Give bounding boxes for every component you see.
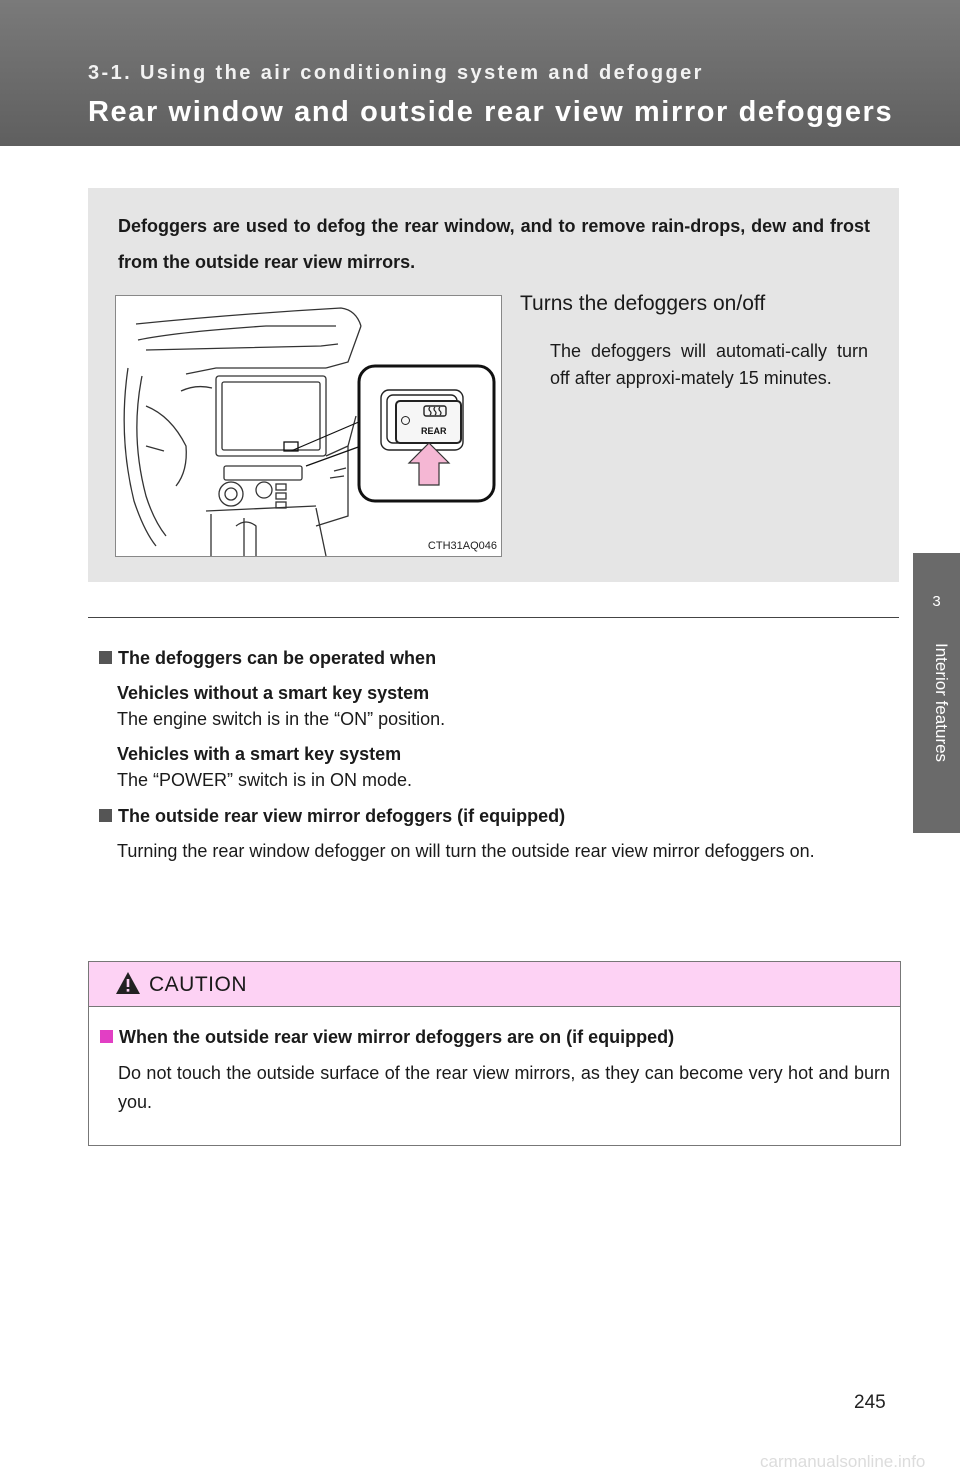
dashboard-figure — [115, 295, 502, 557]
chapter-number: 3 — [932, 593, 941, 610]
page-number: 245 — [854, 1392, 886, 1413]
callout-title: Turns the defoggers on/off — [520, 292, 766, 315]
mirror-heading — [99, 802, 889, 830]
no-smart-key-heading: Vehicles without a smart key system — [117, 683, 430, 703]
smart-key-text: The “POWER” switch is in ON mode. — [117, 770, 413, 790]
watermark: carmanualsonline.info — [760, 1452, 926, 1471]
no-smart-key-text: The engine switch is in the “ON” position. — [117, 709, 446, 729]
caution-text: Do not touch the outside surface of the rear view mirrors, as they can become very hot and burn you. — [118, 1063, 890, 1112]
caution-heading — [100, 1023, 890, 1051]
callout-description: The defoggers will automati-cally turn off after approxi-mately 15 minutes. — [550, 341, 868, 388]
figure-code: CTH31AQ046 — [427, 540, 497, 552]
warning-triangle-icon — [115, 971, 141, 995]
intro-box — [88, 188, 899, 582]
bullet-square-icon — [99, 809, 112, 822]
bullet-square-icon — [99, 651, 112, 664]
notes-section — [99, 644, 889, 865]
caution-heading-text: When the outside rear view mirror defoggers are on (if equipped) — [119, 1027, 675, 1047]
rear-button-label: REAR — [421, 426, 447, 436]
defogger-heat-icon — [423, 405, 447, 423]
dashboard-lineart — [124, 308, 361, 556]
operate-heading-text: The defoggers can be operated when — [118, 648, 437, 668]
divider — [88, 617, 899, 618]
caution-body — [100, 1023, 890, 1117]
bullet-square-icon — [100, 1030, 113, 1043]
caution-box — [88, 961, 901, 1146]
indicator-light-icon — [401, 416, 410, 425]
mirror-text: Turning the rear window defogger on will turn the outside rear view mirror defoggers on. — [117, 841, 815, 861]
chapter-side-tab — [913, 553, 960, 833]
section-label: 3-1. Using the air conditioning system and defogger — [88, 62, 704, 84]
page-title: Rear window and outside rear view mirror defoggers — [88, 96, 894, 128]
operate-heading — [99, 644, 889, 672]
press-arrow-icon — [407, 441, 451, 487]
smart-key-heading: Vehicles with a smart key system — [117, 744, 402, 764]
chapter-label: Interior features — [932, 643, 951, 763]
page-header — [0, 0, 960, 146]
caution-header — [89, 962, 900, 1007]
caution-label: CAUTION — [149, 973, 247, 996]
mirror-heading-text: The outside rear view mirror defoggers (if equipped) — [118, 806, 566, 826]
rear-defogger-button[interactable] — [395, 400, 462, 444]
intro-text: Defoggers are used to defog the rear window, and to remove rain-drops, dew and frost from the outside rear view mirrors. — [118, 216, 870, 272]
